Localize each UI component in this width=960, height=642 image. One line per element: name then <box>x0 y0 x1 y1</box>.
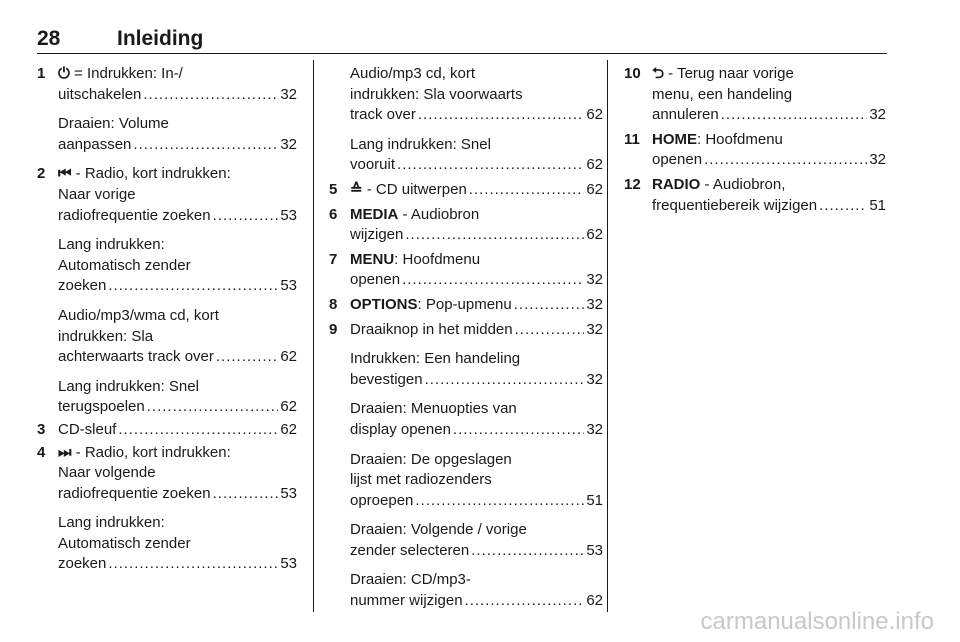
item-text: menu, een handeling <box>652 85 793 103</box>
item-text: - Audiobron <box>398 205 480 223</box>
page-ref: 62 <box>280 348 297 366</box>
item-text: openen <box>652 151 703 169</box>
item-number: 9 <box>329 320 338 338</box>
page-ref: 62 <box>280 398 297 416</box>
list-item <box>329 320 603 341</box>
item-text: Automatisch zender <box>58 534 191 552</box>
item-text: lijst met radiozenders <box>350 471 492 489</box>
item-text: frequentiebereik wijzigen <box>652 196 818 214</box>
column-2 <box>329 64 603 612</box>
watermark: carmanualsonline.info <box>700 608 934 635</box>
item-text: Audio/mp3 cd, kort <box>350 65 476 82</box>
page-ref: 32 <box>586 420 603 438</box>
item-text: : Hoofdmenu <box>697 130 783 148</box>
column-divider <box>313 60 314 612</box>
item-number: 7 <box>329 250 338 268</box>
list-item <box>37 513 297 575</box>
item-text: achterwaarts track over <box>58 348 214 366</box>
item-number: 3 <box>37 420 46 438</box>
page-ref: 53 <box>280 555 297 573</box>
item-text: - Radio, kort indrukken: <box>71 443 231 461</box>
page-ref: 32 <box>586 295 603 313</box>
page-ref: 62 <box>586 156 603 174</box>
column-divider <box>607 60 608 612</box>
item-number: 4 <box>37 443 46 461</box>
item-text: Lang indrukken: Snel <box>58 377 199 395</box>
item-text: terugspoelen <box>58 398 145 416</box>
list-item <box>329 570 603 611</box>
list-item <box>329 205 603 246</box>
list-item <box>37 443 297 505</box>
page-ref: 32 <box>869 151 886 169</box>
page-ref: 32 <box>586 320 603 338</box>
item-text: indrukken: Sla <box>58 327 154 345</box>
item-text: Naar volgende <box>58 464 156 482</box>
item-text: - Radio, kort indrukken: <box>71 165 231 183</box>
page-ref: 53 <box>280 277 297 295</box>
header-rule <box>37 53 887 54</box>
page-ref: 53 <box>280 206 297 224</box>
list-item <box>37 235 297 297</box>
item-number: 11 <box>624 130 640 148</box>
item-text: track over <box>350 106 416 124</box>
list-item <box>329 450 603 512</box>
item-text: radiofrequentie zoeken <box>58 206 211 224</box>
item-text: Draaien: Volgende / vorige <box>350 521 527 539</box>
list-item <box>329 349 603 390</box>
item-text: radiofrequentie zoeken <box>58 484 211 502</box>
list-item <box>329 64 603 126</box>
item-text: indrukken: Sla voorwaarts <box>350 85 523 103</box>
list-item <box>329 399 603 440</box>
item-text: zender selecteren <box>350 541 470 559</box>
item-text: Lang indrukken: <box>58 236 165 254</box>
back-arrow-icon: ⮌ <box>652 65 665 82</box>
column-1 <box>37 64 297 575</box>
item-text: uitschakelen <box>58 85 142 103</box>
page-ref: 32 <box>869 106 886 124</box>
item-text: Audio/mp3/wma cd, kort <box>58 306 219 324</box>
button-name: OPTIONS <box>350 295 418 313</box>
list-item <box>329 250 603 291</box>
page-ref: 32 <box>280 135 297 153</box>
button-name: RADIO <box>652 175 701 193</box>
power-icon: ⏻ <box>58 65 70 82</box>
item-text: - Audiobron, <box>700 175 786 193</box>
item-text: nummer wijzigen <box>350 592 463 610</box>
item-text: aanpassen <box>58 135 132 153</box>
column-3 <box>624 64 886 216</box>
skip-back-icon: ⏮ <box>58 165 72 183</box>
list-item <box>37 306 297 368</box>
page-ref: 62 <box>280 420 297 438</box>
page-number: 28 <box>37 27 61 50</box>
list-item <box>329 180 603 201</box>
page-title: Inleiding <box>117 27 204 50</box>
page-ref: 62 <box>586 180 603 198</box>
list-item <box>37 64 297 105</box>
item-number: 2 <box>37 165 46 183</box>
item-text: display openen <box>350 420 451 438</box>
item-text: zoeken <box>58 555 107 573</box>
page-ref: 62 <box>586 106 603 124</box>
list-item <box>37 164 297 226</box>
page-ref: 32 <box>280 85 297 103</box>
item-text: Lang indrukken: Snel <box>350 135 491 153</box>
skip-forward-icon: ⏭ <box>58 443 72 461</box>
item-text: oproepen <box>350 491 414 509</box>
page-header <box>37 27 887 53</box>
page-ref: 51 <box>586 491 603 509</box>
item-text: Draaien: CD/mp3- <box>350 571 471 589</box>
item-text: : Pop-upmenu <box>417 295 512 313</box>
button-name: MEDIA <box>350 205 399 223</box>
item-text: - CD uitwerpen <box>362 180 467 198</box>
list-item <box>37 377 297 418</box>
item-number: 5 <box>329 180 338 198</box>
list-item <box>624 64 886 126</box>
eject-icon: ≙ <box>350 180 363 198</box>
item-text: Naar vorige <box>58 185 136 203</box>
item-number: 1 <box>37 65 46 82</box>
list-item <box>329 135 603 176</box>
list-item <box>329 520 603 561</box>
item-number: 6 <box>329 205 338 223</box>
page-ref: 62 <box>586 226 603 244</box>
page-ref: 53 <box>280 484 297 502</box>
item-number: 12 <box>624 175 641 193</box>
item-text: Draaien: Menuopties van <box>350 400 517 418</box>
page-ref: 53 <box>586 541 603 559</box>
item-text: openen <box>350 271 401 289</box>
list-item <box>624 175 886 216</box>
item-text: CD-sleuf <box>58 420 117 438</box>
page-ref: 62 <box>586 592 603 610</box>
item-text: Draaien: De opgeslagen <box>350 450 512 468</box>
item-text: Draaiknop in het midden <box>350 320 513 338</box>
button-name: MENU <box>350 250 395 268</box>
item-text: bevestigen <box>350 370 423 388</box>
item-text: annuleren <box>652 106 719 124</box>
item-text: Automatisch zender <box>58 256 191 274</box>
page-ref: 32 <box>586 370 603 388</box>
item-text: = Indrukken: In-/ <box>69 65 183 82</box>
page-ref: 51 <box>869 196 886 214</box>
list-item <box>624 130 886 171</box>
list-item <box>329 295 603 316</box>
item-text: Lang indrukken: <box>58 514 165 532</box>
item-text: zoeken <box>58 277 107 295</box>
item-text: Indrukken: Een handeling <box>350 350 521 368</box>
item-text: - Terug naar vorige <box>664 65 794 82</box>
list-item <box>37 114 297 155</box>
item-text: Draaien: Volume <box>58 115 169 133</box>
item-text: : Hoofdmenu <box>394 250 481 268</box>
item-number: 10 <box>624 65 641 82</box>
item-number: 8 <box>329 295 338 313</box>
item-text: wijzigen <box>350 226 404 244</box>
page-ref: 32 <box>586 271 603 289</box>
list-item <box>37 420 297 441</box>
button-name: HOME <box>652 130 697 148</box>
item-text: vooruit <box>350 156 396 174</box>
